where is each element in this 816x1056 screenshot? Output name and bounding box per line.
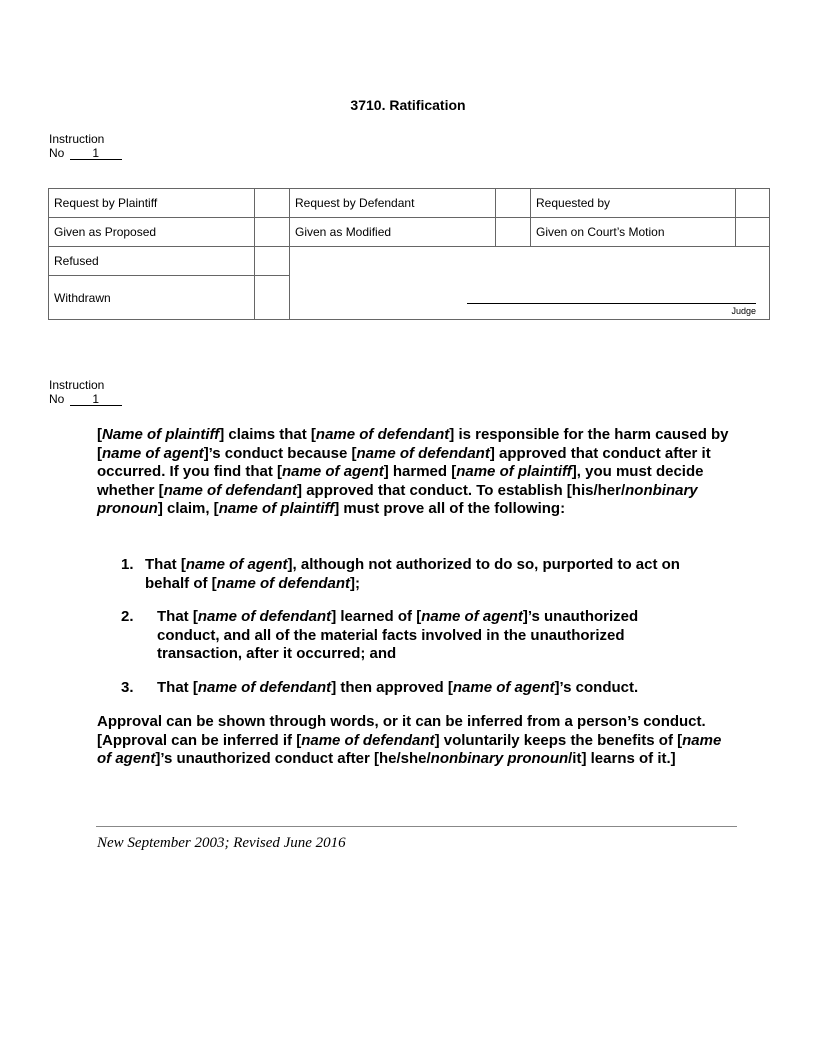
text: ]’s conduct. [554, 679, 639, 696]
no-label: No [49, 146, 65, 160]
placeholder-name-of-defendant: name of defendant [197, 608, 332, 625]
placeholder-name-of-plaintiff: name of plaintiff [456, 463, 572, 480]
text: ] is responsible for the harm caused by [ [97, 426, 729, 462]
list-text [157, 608, 677, 664]
text: ], you must decide whether [ [97, 463, 704, 499]
request-table [48, 188, 770, 320]
refused-label: Refused [49, 247, 255, 276]
placeholder-name-of-agent: name of agent [282, 463, 384, 480]
list-number: 1. [121, 556, 134, 573]
text: ] learned of [ [331, 608, 422, 625]
text: That [ [145, 556, 186, 573]
placeholder-nonbinary-pronoun: nonbinary pronoun [97, 481, 698, 517]
placeholder-name-of-agent: name of agent [97, 731, 722, 767]
text: That [ [157, 679, 198, 696]
given-on-courts-motion-checkbox[interactable] [736, 218, 770, 247]
placeholder-name-of-defendant: name of defendant [197, 679, 332, 696]
placeholder-name-of-plaintiff: name of plaintiff [218, 500, 335, 517]
instruction-number-block [49, 132, 122, 160]
placeholder-name-of-plaintiff: Name of plaintiff [102, 426, 220, 443]
text: ] must prove all of the following: [334, 500, 566, 517]
instruction-number-line [49, 146, 122, 160]
text: ] claims that [ [219, 426, 316, 443]
text: ] approved that conduct. To establish [his/her/ [297, 481, 626, 499]
placeholder-name-of-defendant: name of defendant [356, 444, 490, 462]
instruction-number-value-2: 1 [70, 393, 122, 406]
no-label-2: No [49, 392, 65, 406]
request-by-defendant-label: Request by Defendant [290, 189, 496, 218]
withdrawn-checkbox[interactable] [255, 276, 290, 320]
text: ]; [350, 574, 361, 592]
given-as-modified-checkbox[interactable] [496, 218, 531, 247]
given-as-proposed-checkbox[interactable] [255, 218, 290, 247]
placeholder-name-of-agent: name of agent [185, 556, 288, 573]
list-text [145, 556, 721, 593]
list-number: 3. [121, 679, 134, 696]
text: ]’s unauthorized conduct, and all of the material facts involved in the unauthorized transaction, after it occurred; and [157, 608, 639, 662]
text: ] claim, [ [157, 500, 219, 517]
instruction-label-2: Instruction [49, 378, 105, 392]
revision-history: New September 2003; Revised June 2016 [97, 835, 346, 851]
given-on-courts-motion-label: Given on Court’s Motion [531, 218, 736, 247]
given-as-proposed-label: Given as Proposed [49, 218, 255, 247]
instruction-paragraph [97, 426, 737, 519]
text: /it] learns of it.] [568, 750, 676, 767]
refused-checkbox[interactable] [255, 247, 290, 276]
divider [96, 826, 737, 827]
judge-signature-area [290, 247, 770, 320]
instruction-label: Instruction [49, 132, 105, 146]
given-as-modified-label: Given as Modified [290, 218, 496, 247]
text: ], although not authorized to do so, purported to act on behalf of [ [145, 556, 680, 592]
placeholder-name-of-defendant: name of defendant [216, 574, 351, 592]
requested-by-label: Requested by [531, 189, 736, 218]
placeholder-nonbinary-pronoun: nonbinary pronoun [430, 750, 569, 767]
page-title: 3710. Ratification [350, 97, 466, 113]
request-by-plaintiff-checkbox[interactable] [255, 189, 290, 218]
text: ] voluntarily keeps the benefits of [ [434, 731, 683, 749]
text: [ [97, 426, 102, 443]
placeholder-name-of-defendant: name of defendant [315, 426, 450, 443]
request-by-plaintiff-label: Request by Plaintiff [49, 189, 255, 218]
instruction-number-value: 1 [70, 147, 122, 160]
placeholder-name-of-defendant: name of defendant [163, 481, 298, 499]
list-text [157, 679, 701, 698]
text: ] harmed [ [383, 463, 457, 480]
instruction-number-block-2 [49, 378, 122, 406]
requested-by-checkbox[interactable] [736, 189, 770, 218]
text: ]’s conduct because [ [203, 444, 357, 462]
placeholder-name-of-agent: name of agent [452, 679, 555, 696]
text: ] then approved [ [331, 679, 453, 696]
text: That [ [157, 608, 198, 625]
list-number: 2. [121, 608, 134, 625]
placeholder-name-of-agent: name of agent [421, 608, 523, 625]
approval-paragraph [97, 713, 737, 769]
text: ]’s unauthorized conduct after [he/she/ [155, 750, 431, 767]
withdrawn-label: Withdrawn [49, 276, 255, 320]
text: ] approved that conduct after it occurred. If you find that [ [97, 444, 711, 480]
judge-label: Judge [731, 306, 756, 316]
placeholder-name-of-defendant: name of defendant [301, 731, 435, 749]
request-by-defendant-checkbox[interactable] [496, 189, 531, 218]
instruction-number-line-2 [49, 392, 122, 406]
placeholder-name-of-agent: name of agent [102, 444, 204, 462]
text: Approval can be shown through words, or it can be inferred from a person’s conduct. [Approval can be inferred if [ [97, 713, 706, 749]
judge-signature-line[interactable] [467, 303, 756, 304]
